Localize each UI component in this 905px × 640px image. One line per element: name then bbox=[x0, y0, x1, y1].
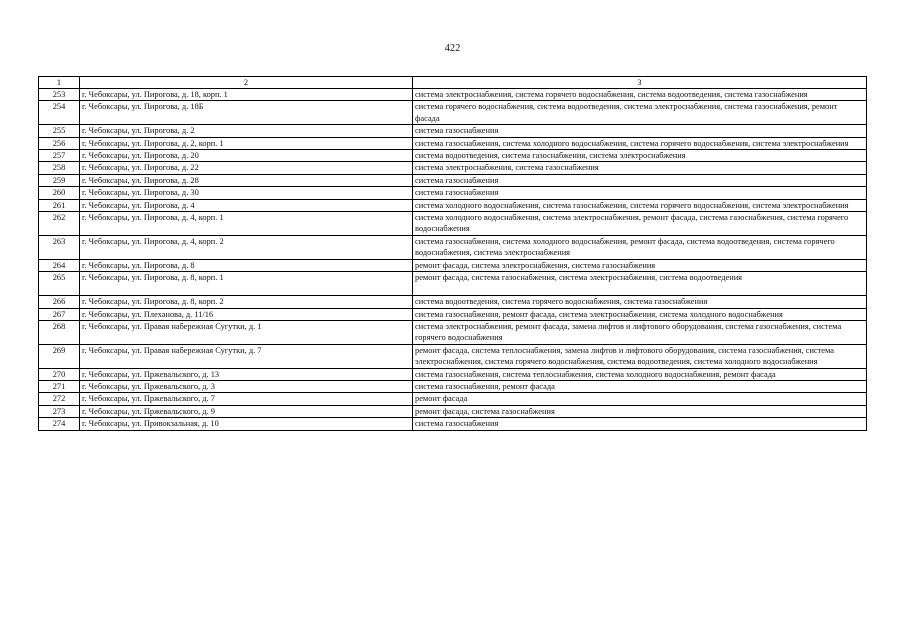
row-number: 273 bbox=[39, 405, 80, 417]
row-works: система электроснабжения, ремонт фасада, замена лифтов и лифтового оборудования, система газоснабжения, система горячего водоснабжения bbox=[413, 320, 867, 344]
table-row bbox=[39, 344, 867, 368]
row-number: 269 bbox=[39, 344, 80, 368]
row-address: г. Чебоксары, ул. Пирогова, д. 22 bbox=[80, 162, 413, 174]
table-row bbox=[39, 199, 867, 211]
row-address: г. Чебоксары, ул. Привокзальная, д. 10 bbox=[80, 418, 413, 430]
row-number: 272 bbox=[39, 393, 80, 405]
row-number: 265 bbox=[39, 272, 80, 296]
table-row bbox=[39, 235, 867, 259]
table-row bbox=[39, 272, 867, 296]
row-number: 260 bbox=[39, 187, 80, 199]
row-works: ремонт фасада, система теплоснабжения, замена лифтов и лифтового оборудования, система газоснабжения, система электроснабжения, система горячего водоснабжения, система водоотведения, система холодного водоснабжения bbox=[413, 344, 867, 368]
row-works: система газоснабжения, система теплоснабжения, система холодного водоснабжения, ремонт фасада bbox=[413, 368, 867, 380]
registry-table bbox=[38, 76, 867, 431]
row-number: 271 bbox=[39, 380, 80, 392]
row-works: система газоснабжения bbox=[413, 187, 867, 199]
row-works: система газоснабжения, система холодного водоснабжения, система горячего водоснабжения, система электроснабжения bbox=[413, 137, 867, 149]
row-works: система газоснабжения bbox=[413, 174, 867, 186]
row-address: г. Чебоксары, ул. Пирогова, д. 8, корп. 1 bbox=[80, 272, 413, 296]
row-address: г. Чебоксары, ул. Пржевальского, д. 9 bbox=[80, 405, 413, 417]
row-works: система газоснабжения bbox=[413, 125, 867, 137]
row-works: система газоснабжения bbox=[413, 418, 867, 430]
row-works: ремонт фасада, система электроснабжения, система газоснабжения bbox=[413, 259, 867, 271]
table-header-row bbox=[39, 77, 867, 89]
table-row bbox=[39, 308, 867, 320]
row-address: г. Чебоксары, ул. Пржевальского, д. 13 bbox=[80, 368, 413, 380]
row-works: ремонт фасада, система газоснабжения, система электроснабжения, система водоотведения bbox=[413, 272, 867, 296]
row-number: 262 bbox=[39, 212, 80, 236]
row-address: г. Чебоксары, ул. Пирогова, д. 28 bbox=[80, 174, 413, 186]
row-address: г. Чебоксары, ул. Пирогова, д. 2, корп. 1 bbox=[80, 137, 413, 149]
table-row bbox=[39, 212, 867, 236]
row-address: г. Чебоксары, ул. Пирогова, д. 18Б bbox=[80, 101, 413, 125]
row-works: система газоснабжения, система холодного водоснабжения, ремонт фасада, система водоотведения, система горячего водоснабжения, система электроснабжения bbox=[413, 235, 867, 259]
row-number: 274 bbox=[39, 418, 80, 430]
row-address: г. Чебоксары, ул. Правая набережная Сугутки, д. 7 bbox=[80, 344, 413, 368]
row-address: г. Чебоксары, ул. Пирогова, д. 18, корп. 1 bbox=[80, 89, 413, 101]
row-works: система газоснабжения, ремонт фасада bbox=[413, 380, 867, 392]
header-col-1: 1 bbox=[39, 77, 80, 89]
page-number: 422 bbox=[444, 43, 461, 54]
table-row bbox=[39, 296, 867, 308]
row-number: 255 bbox=[39, 125, 80, 137]
row-number: 270 bbox=[39, 368, 80, 380]
row-number: 263 bbox=[39, 235, 80, 259]
row-address: г. Чебоксары, ул. Пирогова, д. 2 bbox=[80, 125, 413, 137]
header-col-2: 2 bbox=[80, 77, 413, 89]
row-number: 254 bbox=[39, 101, 80, 125]
table-body bbox=[39, 77, 867, 431]
table-row bbox=[39, 89, 867, 101]
row-address: г. Чебоксары, ул. Пирогова, д. 4, корп. 2 bbox=[80, 235, 413, 259]
row-address: г. Чебоксары, ул. Пирогова, д. 4, корп. 1 bbox=[80, 212, 413, 236]
row-number: 253 bbox=[39, 89, 80, 101]
row-works: ремонт фасада bbox=[413, 393, 867, 405]
table-row bbox=[39, 137, 867, 149]
row-address: г. Чебоксары, ул. Пирогова, д. 30 bbox=[80, 187, 413, 199]
row-number: 264 bbox=[39, 259, 80, 271]
row-number: 256 bbox=[39, 137, 80, 149]
row-address: г. Чебоксары, ул. Пирогова, д. 8, корп. 2 bbox=[80, 296, 413, 308]
row-address: г. Чебоксары, ул. Пирогова, д. 8 bbox=[80, 259, 413, 271]
row-works: система электроснабжения, система газоснабжения bbox=[413, 162, 867, 174]
table-row bbox=[39, 259, 867, 271]
row-number: 258 bbox=[39, 162, 80, 174]
row-address: г. Чебоксары, ул. Пржевальского, д. 3 bbox=[80, 380, 413, 392]
table-row bbox=[39, 174, 867, 186]
table-row bbox=[39, 150, 867, 162]
row-works: система горячего водоснабжения, система водоотведения, система электроснабжения, система газоснабжения, ремонт фасада bbox=[413, 101, 867, 125]
table-row bbox=[39, 393, 867, 405]
table-row bbox=[39, 418, 867, 430]
table-row bbox=[39, 368, 867, 380]
table-row bbox=[39, 162, 867, 174]
row-address: г. Чебоксары, ул. Пирогова, д. 20 bbox=[80, 150, 413, 162]
row-number: 259 bbox=[39, 174, 80, 186]
row-address: г. Чебоксары, ул. Пржевальского, д. 7 bbox=[80, 393, 413, 405]
table-row bbox=[39, 187, 867, 199]
table-row bbox=[39, 101, 867, 125]
row-works: система холодного водоснабжения, система газоснабжения, система горячего водоснабжения, система электроснабжения bbox=[413, 199, 867, 211]
row-number: 268 bbox=[39, 320, 80, 344]
row-address: г. Чебоксары, ул. Плеханова, д. 11/16 bbox=[80, 308, 413, 320]
table-row bbox=[39, 405, 867, 417]
row-number: 267 bbox=[39, 308, 80, 320]
header-col-3: 3 bbox=[413, 77, 867, 89]
row-works: система холодного водоснабжения, система электроснабжения, ремонт фасада, система газоснабжения, система горячего водоснабжения bbox=[413, 212, 867, 236]
row-works: система электроснабжения, система горячего водоснабжения, система водоотведения, система газоснабжения bbox=[413, 89, 867, 101]
row-number: 257 bbox=[39, 150, 80, 162]
row-works: система газоснабжения, ремонт фасада, система электроснабжения, система холодного водоснабжения bbox=[413, 308, 867, 320]
row-address: г. Чебоксары, ул. Пирогова, д. 4 bbox=[80, 199, 413, 211]
row-number: 266 bbox=[39, 296, 80, 308]
row-works: система водоотведения, система газоснабжения, система электроснабжения bbox=[413, 150, 867, 162]
row-address: г. Чебоксары, ул. Правая набережная Сугутки, д. 1 bbox=[80, 320, 413, 344]
table-row bbox=[39, 320, 867, 344]
row-works: ремонт фасада, система газоснабжения bbox=[413, 405, 867, 417]
table-row bbox=[39, 380, 867, 392]
table-row bbox=[39, 125, 867, 137]
row-works: система водоотведения, система горячего водоснабжения, система газоснабжения bbox=[413, 296, 867, 308]
row-number: 261 bbox=[39, 199, 80, 211]
